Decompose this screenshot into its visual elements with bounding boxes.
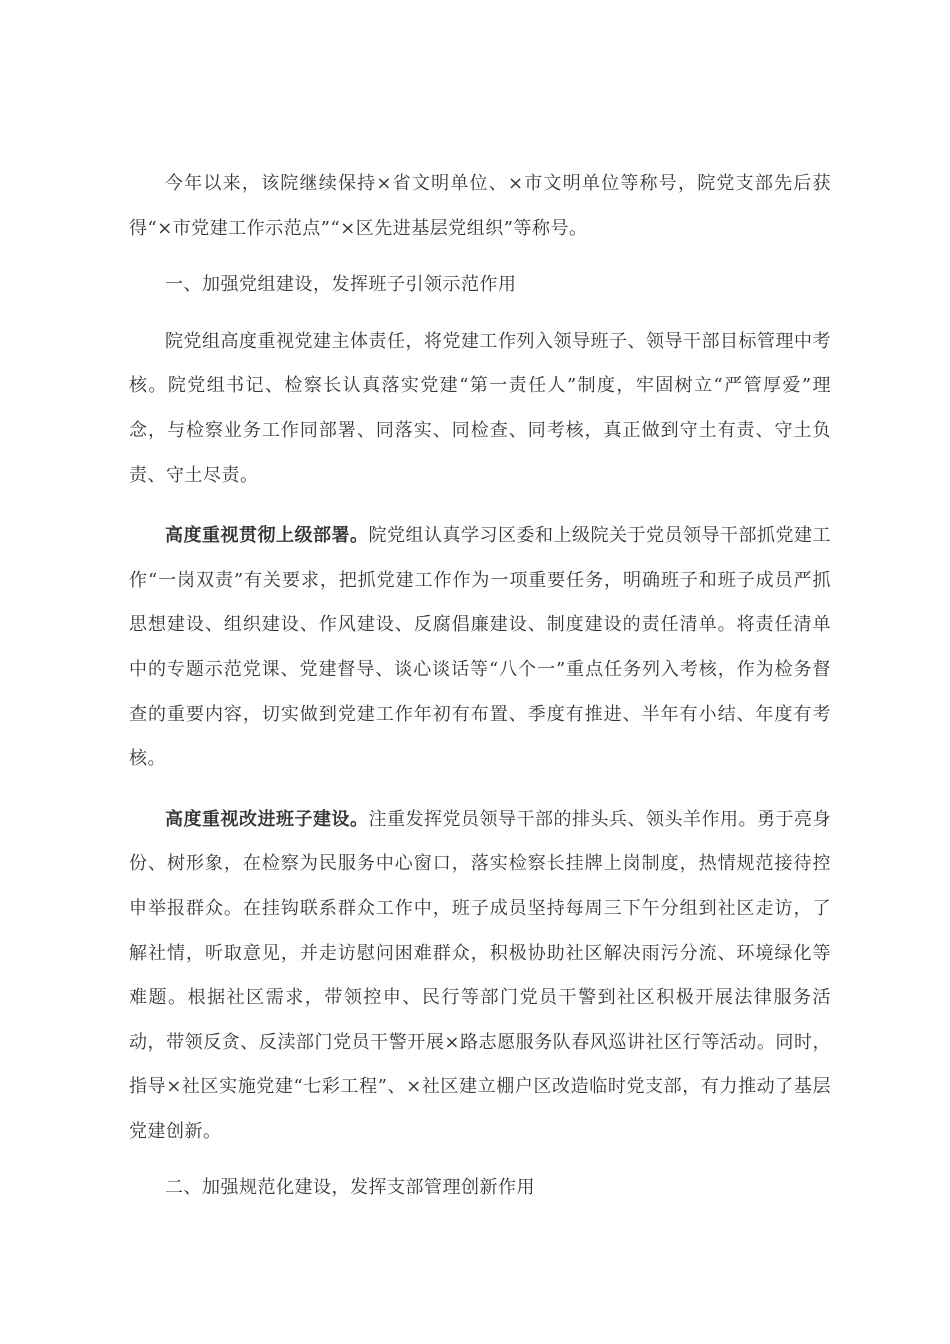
point-2-lead: 高度重视改进班子建设。: [165, 808, 369, 830]
point-1-paragraph: [129, 514, 831, 782]
intro-paragraph: 今年以来，该院继续保持×省文明单位、×市文明单位等称号，院党支部先后获得“×市党建工作示范点”“×区先进基层党组织”等称号。: [129, 173, 831, 239]
section-2-heading: 二、加强规范化建设，发挥支部管理创新作用: [165, 1177, 535, 1199]
point-1-lead: 高度重视贯彻上级部署。: [165, 525, 369, 547]
point-2-paragraph: [129, 798, 831, 1155]
section-1-paragraph: 院党组高度重视党建主体责任，将党建工作列入领导班子、领导干部目标管理中考核。院党组书记、检察长认真落实党建“第一责任人”制度，牢固树立“严管厚爱”理念，与检察业务工作同部署、同落实、同检查、同考核，真正做到守土有责、守土负责、守土尽责。: [129, 330, 831, 486]
point-2-body: 注重发挥党员领导干部的排头兵、领头羊作用。勇于亮身份、树形象，在检察为民服务中心窗口，落实检察长挂牌上岗制度，热情规范接待控申举报群众。在挂钩联系群众工作中，班子成员坚持每周三下午分组到社区走访，了解社情，听取意见，并走访慰问困难群众，积极协助社区解决雨污分流、环境绿化等难题。根据社区需求，带领控申、民行等部门党员干警到社区积极开展法律服务活动，带领反贪、反渎部门党员干警开展×路志愿服务队春风巡讲社区行等活动。同时，指导×社区实施党建“七彩工程”、×社区建立棚户区改造临时党支部，有力推动了基层党建创新。: [129, 808, 831, 1142]
point-1-body: 院党组认真学习区委和上级院关于党员领导干部抓党建工作“一岗双责”有关要求，把抓党建工作作为一项重要任务，明确班子和班子成员严抓思想建设、组织建设、作风建设、反腐倡廉建设、制度建设的责任清单。将责任清单中的专题示范党课、党建督导、谈心谈话等“八个一”重点任务列入考核，作为检务督查的重要内容，切实做到党建工作年初有布置、季度有推进、半年有小结、年度有考核。: [129, 525, 831, 770]
document-page: [129, 162, 831, 1211]
section-1-heading: 一、加强党组建设，发挥班子引领示范作用: [165, 274, 517, 296]
